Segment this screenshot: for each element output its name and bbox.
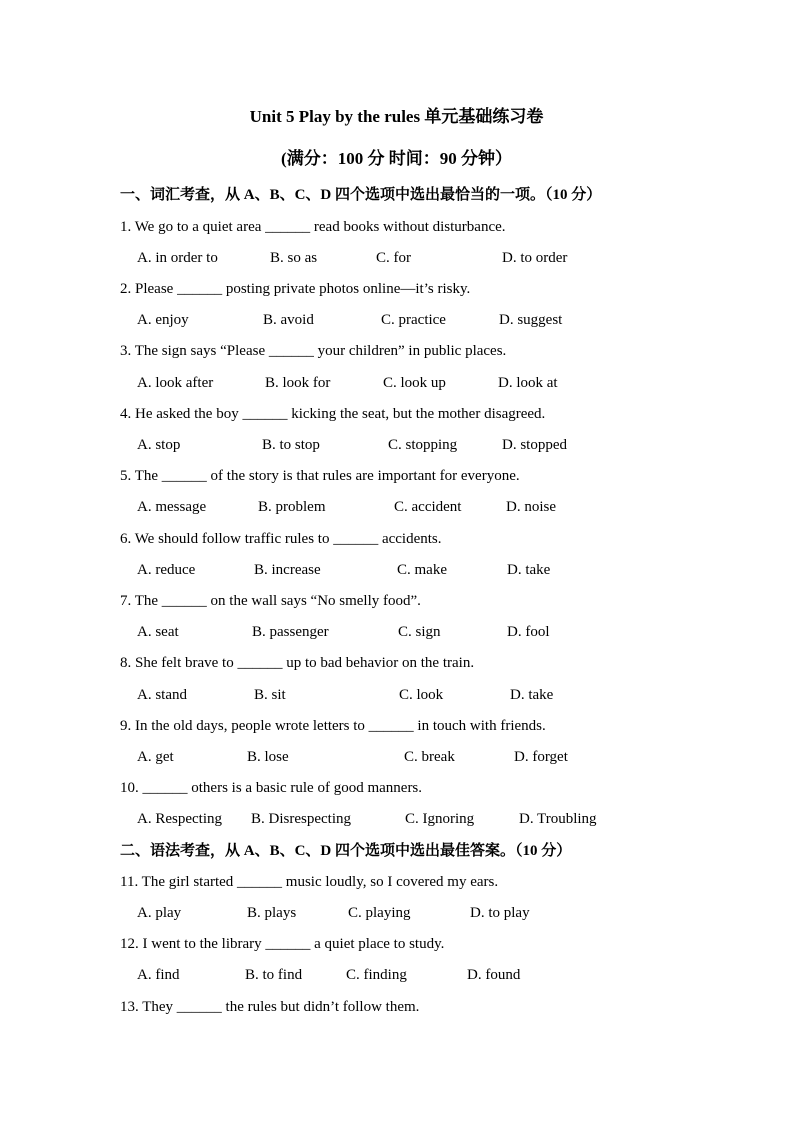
option-a: A. play	[137, 905, 182, 921]
option-d: D. take	[507, 562, 551, 578]
option-c: C. practice	[381, 312, 446, 328]
question-2: 2. Please ______ posting private photos online—it’s risky.	[120, 281, 471, 297]
option-d: D. noise	[506, 499, 556, 515]
question-11: 11. The girl started ______ music loudly, so I covered my ears.	[120, 874, 499, 890]
option-a: A. enjoy	[137, 312, 189, 328]
option-c: C. look	[399, 687, 444, 703]
option-c: C. sign	[398, 624, 441, 640]
question-1: 1. We go to a quiet area ______ read books without disturbance.	[120, 219, 506, 235]
option-d: D. forget	[514, 749, 568, 765]
question-5-options	[137, 497, 657, 517]
option-b: B. Disrespecting	[251, 811, 351, 827]
question-12-options	[137, 965, 657, 985]
option-d: D. suggest	[499, 312, 563, 328]
page-title: Unit 5 Play by the rules 单元基础练习卷	[249, 107, 544, 126]
option-b: B. to find	[245, 967, 303, 983]
question-10-options	[137, 809, 657, 829]
option-b: B. increase	[254, 562, 321, 578]
option-b: B. sit	[254, 687, 286, 703]
question-13: 13. They ______ the rules but didn’t follow them.	[120, 999, 420, 1015]
option-c: C. break	[404, 749, 455, 765]
option-a: A. Respecting	[137, 811, 222, 827]
option-a: A. reduce	[137, 562, 196, 578]
option-d: D. to order	[502, 250, 568, 266]
option-a: A. in order to	[137, 250, 218, 266]
option-c: C. look up	[383, 375, 446, 391]
option-a: A. stand	[137, 687, 187, 703]
option-b: B. to stop	[262, 437, 320, 453]
question-2-options	[137, 310, 657, 330]
option-b: B. look for	[265, 375, 331, 391]
option-b: B. passenger	[252, 624, 329, 640]
question-7-options	[137, 622, 657, 642]
question-1-options	[137, 248, 657, 268]
question-3: 3. The sign says “Please ______ your children” in public places.	[120, 343, 507, 359]
question-3-options	[137, 373, 657, 393]
option-a: A. look after	[137, 375, 214, 391]
option-d: D. stopped	[502, 437, 567, 453]
option-a: A. seat	[137, 624, 179, 640]
option-b: B. avoid	[263, 312, 314, 328]
question-10: 10. ______ others is a basic rule of good manners.	[120, 780, 423, 796]
question-6-options	[137, 560, 657, 580]
option-c: C. playing	[348, 905, 411, 921]
section-heading-grammar: 二、语法考查，从 A、B、C、D 四个选项中选出最佳答案。（10 分）	[120, 843, 572, 859]
option-c: C. make	[397, 562, 447, 578]
question-4: 4. He asked the boy ______ kicking the seat, but the mother disagreed.	[120, 406, 546, 422]
question-11-options	[137, 903, 657, 923]
option-c: C. stopping	[388, 437, 458, 453]
question-7: 7. The ______ on the wall says “No smelly food”.	[120, 593, 421, 609]
question-6: 6. We should follow traffic rules to ______ accidents.	[120, 531, 442, 547]
question-8-options	[137, 685, 657, 705]
option-b: B. so as	[270, 250, 318, 266]
option-a: A. message	[137, 499, 207, 515]
option-d: D. look at	[498, 375, 558, 391]
question-9: 9. In the old days, people wrote letters to ______ in touch with friends.	[120, 718, 546, 734]
option-c: C. for	[376, 250, 411, 266]
option-d: D. found	[467, 967, 521, 983]
option-d: D. to play	[470, 905, 530, 921]
option-b: B. problem	[258, 499, 326, 515]
option-c: C. Ignoring	[405, 811, 475, 827]
question-4-options	[137, 435, 657, 455]
option-d: D. fool	[507, 624, 550, 640]
section-heading-vocabulary: 一、词汇考查，从 A、B、C、D 四个选项中选出最恰当的一项。（10 分）	[120, 187, 602, 203]
option-a: A. stop	[137, 437, 181, 453]
option-c: C. accident	[394, 499, 462, 515]
question-12: 12. I went to the library ______ a quiet place to study.	[120, 936, 445, 952]
option-b: B. lose	[247, 749, 289, 765]
question-9-options	[137, 747, 657, 767]
option-d: D. take	[510, 687, 554, 703]
option-a: A. find	[137, 967, 180, 983]
question-8: 8. She felt brave to ______ up to bad behavior on the train.	[120, 655, 475, 671]
option-b: B. plays	[247, 905, 297, 921]
page-subtitle: (满分：100 分 时间：90 分钟）	[281, 149, 512, 168]
option-c: C. finding	[346, 967, 407, 983]
question-5: 5. The ______ of the story is that rules are important for everyone.	[120, 468, 520, 484]
option-d: D. Troubling	[519, 811, 597, 827]
option-a: A. get	[137, 749, 174, 765]
